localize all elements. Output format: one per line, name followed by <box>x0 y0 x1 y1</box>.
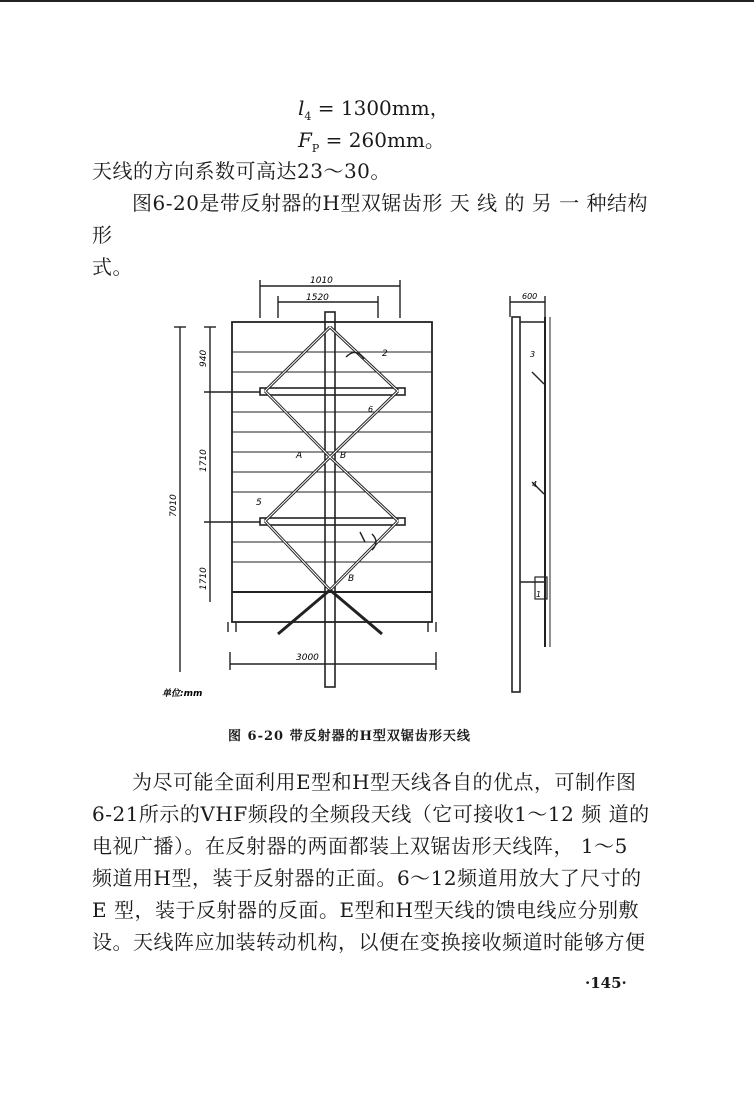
dim-label-1710-top: 1710 <box>199 449 209 472</box>
label-b-lower: B <box>348 574 355 584</box>
text-line: 图6-20是带反射器的H型双锯齿形 天 线 的 另 一 种结构形 <box>92 191 649 247</box>
paragraph-full-band <box>92 766 658 958</box>
text-line: 设。天线阵应加装转动机构，以便在变换接收频道时能够方便 <box>92 930 646 954</box>
label-a: A <box>296 451 303 461</box>
text-line: 6-21所示的VHF频段的全频段天线（它可接收1～12 频 道的 <box>92 802 650 826</box>
page-top-rule <box>0 0 754 2</box>
text-line: 天线的方向系数可高达23～30。 <box>92 159 391 183</box>
text-line: E 型，装于反射器的反面。E型和H型天线的馈电线应分别敷 <box>92 898 639 922</box>
dim-label-940: 940 <box>199 349 209 367</box>
label-3: 3 <box>530 350 536 359</box>
central-mast <box>325 312 335 687</box>
text-line: 式。 <box>92 255 133 279</box>
upper-feed-bar <box>260 388 405 395</box>
dim-label-600: 600 <box>522 292 538 301</box>
label-5: 5 <box>256 498 262 508</box>
lower-feed-bar <box>260 518 405 525</box>
paragraph-directivity <box>92 155 658 187</box>
label-2: 2 <box>382 349 388 359</box>
label-b: B <box>340 451 347 461</box>
paragraph-figure-intro <box>92 187 658 283</box>
antenna-figure <box>160 272 580 712</box>
formula-l4: $l_4 = 1300mm$， <box>298 96 450 123</box>
label-4: 4 <box>532 480 538 489</box>
text-line: 频道用H型，装于反射器的正面。6～12频道用放大了尺寸的 <box>92 866 642 890</box>
figure-caption: 图 6-20 带反射器的H型双锯齿形天线 <box>228 729 471 744</box>
dim-label-3000: 3000 <box>296 653 319 663</box>
text-line: 为尽可能全面利用E型和H型天线各自的优点，可制作图 <box>132 770 637 794</box>
dim-label-7010: 7010 <box>169 494 179 517</box>
formula-fp: $F_P = 260mm$。 <box>298 128 445 155</box>
label-6: 6 <box>368 405 374 414</box>
dim-label-1010: 1010 <box>310 276 333 286</box>
dim-label-1710-bottom: 1710 <box>199 567 209 590</box>
label-1: 1 <box>536 590 542 599</box>
unit-label: 单位:mm <box>162 689 203 699</box>
text-line: 电视广播）。在反射器的两面都装上双锯齿形天线阵， 1～5 <box>92 834 628 858</box>
base-struts <box>278 590 382 634</box>
dim-label-1520: 1520 <box>306 293 329 303</box>
page-number: ·145· <box>585 974 627 992</box>
